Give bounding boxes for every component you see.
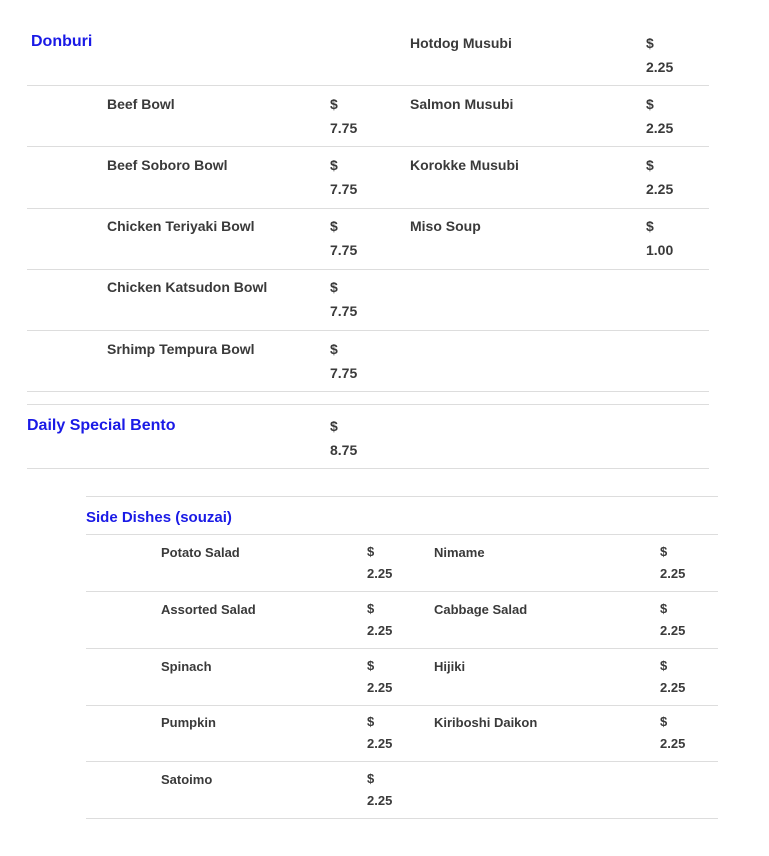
section-title-bento: Daily Special Bento: [27, 417, 176, 434]
menu-item-name: Korokke Musubi: [410, 157, 519, 173]
side-item-price: $ 2.25: [660, 601, 686, 638]
menu-item-name: Hotdog Musubi: [410, 35, 512, 51]
side-item-name: Cabbage Salad: [434, 602, 528, 617]
menu-item-price: $ 7.75: [330, 96, 358, 136]
menu-item-name: Srhimp Tempura Bowl: [107, 341, 255, 357]
menu-item-name: Chicken Teriyaki Bowl: [107, 218, 255, 234]
row-divider: [86, 534, 718, 535]
menu-item-name: Beef Soboro Bowl: [107, 157, 228, 173]
side-item-price: $ 2.25: [367, 771, 393, 808]
side-item-price: $ 2.25: [660, 544, 686, 581]
side-item-price: $ 2.25: [367, 658, 393, 695]
side-item-name: Kiriboshi Daikon: [434, 715, 538, 730]
side-item-price: $ 2.25: [660, 658, 686, 695]
row-divider: [27, 85, 709, 86]
menu-item-price: $ 2.25: [646, 157, 674, 197]
row-divider: [86, 818, 718, 819]
row-divider: [86, 591, 718, 592]
row-divider: [86, 761, 718, 762]
side-item-name: Potato Salad: [161, 545, 240, 560]
side-item-price: $ 2.25: [367, 601, 393, 638]
row-divider: [27, 208, 709, 209]
section-title-donburi: Donburi: [31, 33, 93, 50]
menu-item-price: $ 7.75: [330, 157, 358, 197]
menu-item-price: $ 2.25: [646, 35, 674, 75]
side-item-price: $ 2.25: [660, 714, 686, 751]
side-item-name: Spinach: [161, 659, 212, 674]
row-divider: [27, 391, 709, 392]
menu-item-name: Salmon Musubi: [410, 96, 514, 112]
side-item-name: Satoimo: [161, 772, 213, 787]
row-divider: [86, 705, 718, 706]
side-item-name: Pumpkin: [161, 715, 216, 730]
bento-price: $ 8.75: [330, 418, 358, 458]
menu-item-price: $ 7.75: [330, 218, 358, 258]
row-divider: [86, 648, 718, 649]
row-divider: [86, 496, 718, 497]
row-divider: [27, 330, 709, 331]
menu-item-price: $ 1.00: [646, 218, 674, 258]
row-divider: [27, 468, 709, 469]
side-item-name: Assorted Salad: [161, 602, 256, 617]
menu-item-price: $ 7.75: [330, 279, 358, 319]
section-title-side-dishes: Side Dishes (souzai): [86, 509, 232, 526]
side-item-name: Nimame: [434, 545, 485, 560]
menu-item-name: Chicken Katsudon Bowl: [107, 279, 268, 295]
menu-item-name: Miso Soup: [410, 218, 481, 234]
menu-item-price: $ 7.75: [330, 341, 358, 381]
row-divider: [27, 146, 709, 147]
menu-item-name: Beef Bowl: [107, 96, 175, 112]
row-divider: [27, 404, 709, 405]
side-item-price: $ 2.25: [367, 544, 393, 581]
side-item-price: $ 2.25: [367, 714, 393, 751]
menu-item-price: $ 2.25: [646, 96, 674, 136]
side-item-name: Hijiki: [434, 659, 466, 674]
row-divider: [27, 269, 709, 270]
